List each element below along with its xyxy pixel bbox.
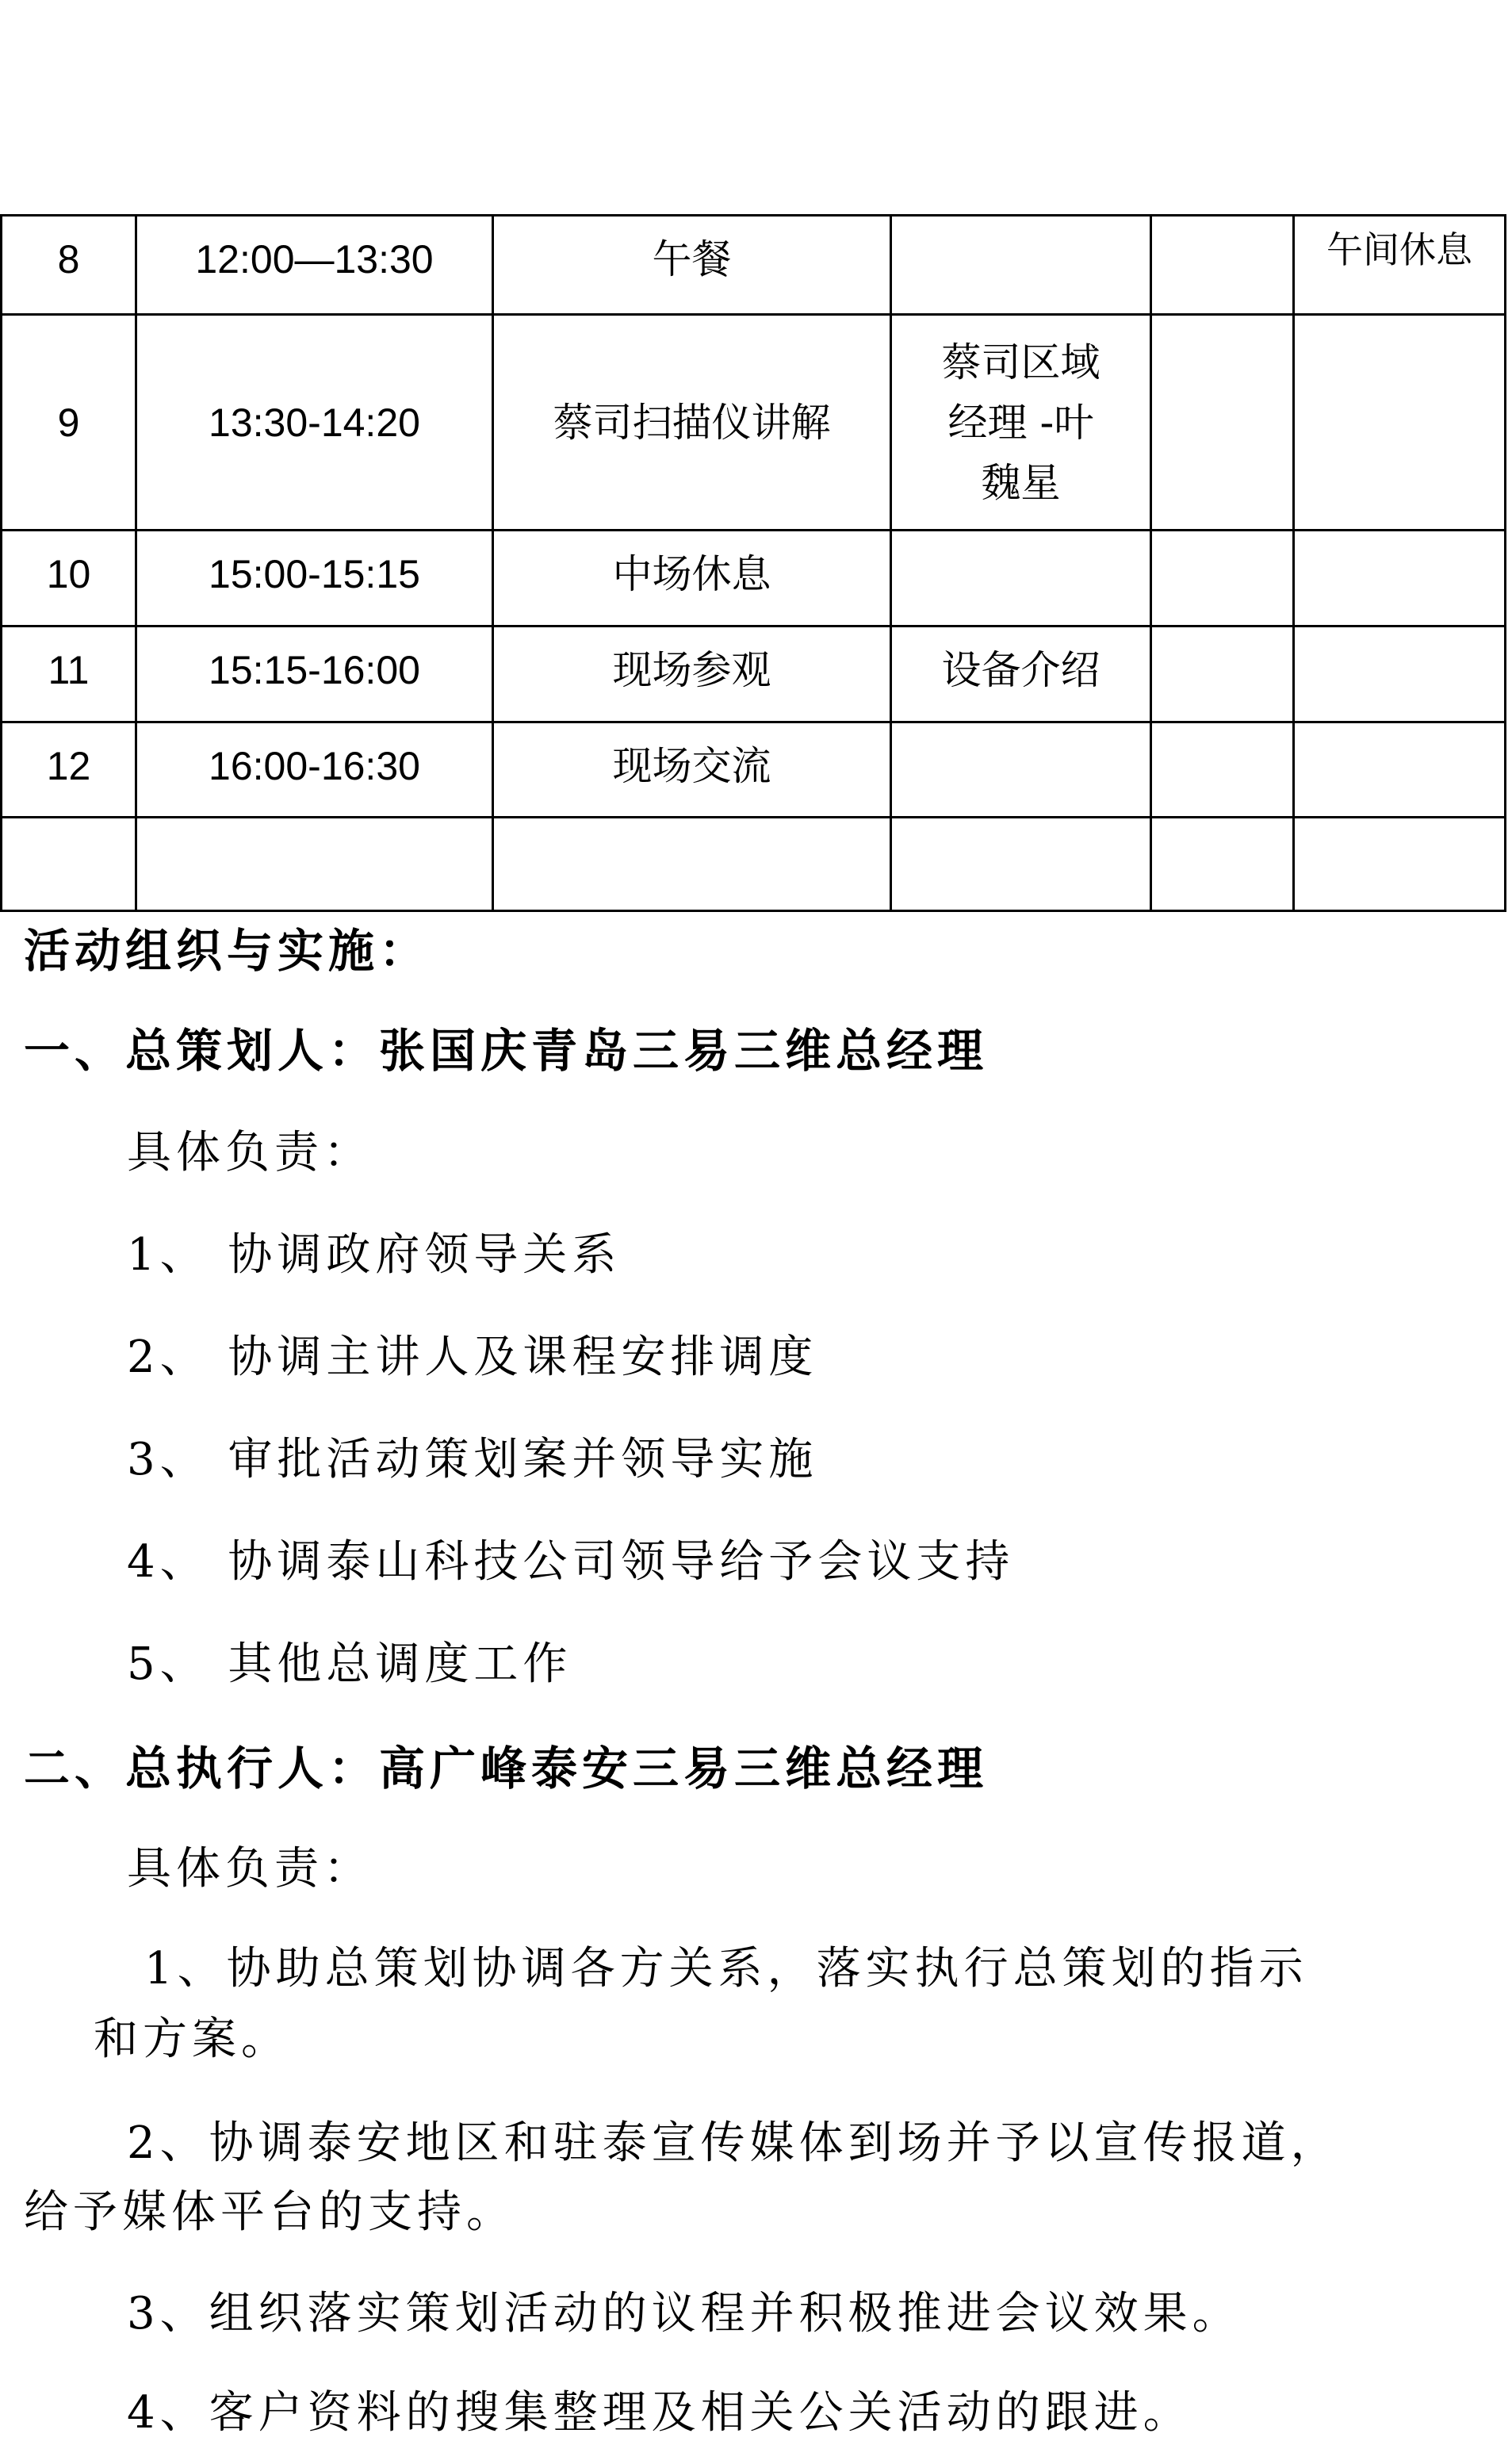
speaker-cell — [891, 722, 1151, 818]
blank-cell — [1151, 531, 1294, 627]
section-2-item: 3、组织落实策划活动的议程并积极推进会议效果。 — [127, 2288, 1242, 2339]
time-slot: 15:00-15:15 — [136, 531, 493, 627]
agenda-item: 蔡司扫描仪讲解 — [493, 315, 891, 531]
speaker-line: 蔡司区域 — [941, 339, 1101, 385]
table-row — [2, 315, 1506, 531]
speaker-line: 魏星 — [981, 459, 1061, 506]
agenda-item: 午餐 — [493, 216, 891, 315]
schedule-table — [0, 214, 1506, 912]
row-number — [2, 818, 136, 911]
speaker-cell — [891, 315, 1151, 531]
blank-cell — [1151, 627, 1294, 722]
note-cell — [1294, 818, 1506, 911]
section-1-item: 2、 协调主讲人及课程安排调度 — [127, 1332, 818, 1383]
section-1-item: 4、 协调泰山科技公司领导给予会议支持 — [127, 1536, 1015, 1588]
row-number: 9 — [2, 315, 136, 531]
table-row — [2, 627, 1506, 722]
blank-cell — [1151, 722, 1294, 818]
time-slot — [136, 818, 493, 911]
agenda-item: 现场参观 — [493, 627, 891, 722]
blank-cell — [1151, 216, 1294, 315]
note-cell — [1294, 531, 1506, 627]
section-2-item-continued: 给予媒体平台的支持。 — [24, 2186, 515, 2238]
row-number: 12 — [2, 722, 136, 818]
note-cell — [1294, 315, 1506, 531]
table-row — [2, 818, 1506, 911]
speaker-cell — [891, 216, 1151, 315]
section-1-duty-label: 具体负责： — [127, 1127, 373, 1178]
table-row — [2, 531, 1506, 627]
row-number: 10 — [2, 531, 136, 627]
speaker-line: 经理 -叶 — [947, 399, 1094, 446]
section-1-item: 1、 协调政府领导关系 — [127, 1229, 622, 1281]
time-slot: 13:30-14:20 — [136, 315, 493, 531]
section-2-item: 4、客户资料的搜集整理及相关公关活动的跟进。 — [127, 2387, 1192, 2439]
note-cell — [1294, 722, 1506, 818]
section-1-item: 3、 审批活动策划案并领导实施 — [127, 1434, 818, 1485]
agenda-item — [493, 818, 891, 911]
table-row — [2, 216, 1506, 315]
speaker-cell: 设备介绍 — [891, 627, 1151, 722]
time-slot: 12:00—13:30 — [136, 216, 493, 315]
section-2-duty-label: 具体负责： — [127, 1843, 373, 1895]
speaker-cell — [891, 531, 1151, 627]
blank-cell — [1151, 315, 1294, 531]
agenda-item: 现场交流 — [493, 722, 891, 818]
agenda-item: 中场休息 — [493, 531, 891, 627]
speaker-cell — [891, 818, 1151, 911]
organization-heading: 活动组织与实施： — [24, 924, 431, 978]
time-slot: 16:00-16:30 — [136, 722, 493, 818]
note-cell — [1294, 627, 1506, 722]
section-2-item-continued: 和方案。 — [94, 2014, 290, 2065]
section-2-item: 2、协调泰安地区和驻泰宣传媒体到场并予以宣传报道， — [127, 2117, 1340, 2169]
table-row — [2, 722, 1506, 818]
section-1-item: 5、 其他总调度工作 — [127, 1638, 572, 1690]
blank-cell — [1151, 818, 1294, 911]
note-cell: 午间休息 — [1294, 216, 1506, 315]
time-slot: 15:15-16:00 — [136, 627, 493, 722]
row-number: 11 — [2, 627, 136, 722]
section-1-title: 一、总策划人：张国庆青岛三易三维总经理 — [24, 1024, 989, 1078]
row-number: 8 — [2, 216, 136, 315]
section-2-item: 1、协助总策划协调各方关系，落实执行总策划的指示 — [144, 1943, 1308, 1995]
section-2-title: 二、总执行人：高广峰泰安三易三维总经理 — [24, 1742, 989, 1795]
